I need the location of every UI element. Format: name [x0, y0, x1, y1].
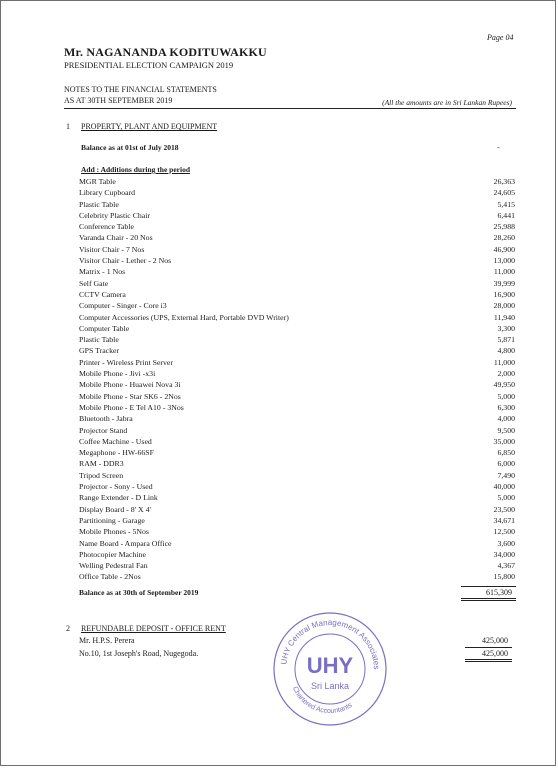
opening-balance-label: Balance as at 01st of July 2018	[81, 143, 179, 152]
subtotal-rule	[461, 586, 516, 587]
deposit-total: 425,000	[482, 649, 508, 658]
asset-row	[79, 176, 515, 187]
asset-value: 28,000	[493, 301, 515, 311]
asset-row	[79, 368, 515, 379]
asset-row	[79, 323, 515, 334]
asset-label: Matrix - 1 Nos	[79, 267, 126, 277]
asset-value: 46,900	[493, 244, 515, 254]
additions-list	[79, 176, 515, 583]
svg-text:UHY: UHY	[306, 653, 354, 678]
asset-row	[79, 492, 515, 503]
asset-row	[79, 402, 515, 413]
asset-value: 4,800	[497, 346, 515, 356]
asset-label: Projector - Sony - Used	[79, 482, 153, 492]
asset-row	[79, 504, 515, 515]
asset-label: Mobile Phone - Jivi -x3i	[79, 369, 156, 379]
asset-label: Visitor Chair - Lether - 2 Nos	[79, 256, 172, 266]
auditor-stamp	[270, 609, 390, 729]
asset-value: 4,000	[497, 414, 515, 424]
svg-text:Sri Lanka: Sri Lanka	[310, 681, 350, 691]
asset-label: Celebrity Plastic Chair	[79, 210, 151, 220]
campaign-title: PRESIDENTIAL ELECTION CAMPAIGN 2019	[64, 60, 234, 70]
asset-row	[79, 210, 515, 221]
asset-label: Visitor Chair - 7 Nos	[79, 244, 145, 254]
asset-value: 23,500	[493, 504, 515, 514]
asset-label: Mobile Phones - 5Nos	[79, 527, 149, 537]
asset-value: 7,490	[497, 470, 515, 480]
asset-value: 34,000	[493, 549, 515, 559]
asset-row	[79, 221, 515, 232]
additions-heading: Add : Additions during the period	[81, 165, 190, 174]
asset-row	[79, 470, 515, 481]
asset-value: 39,999	[493, 278, 515, 288]
asset-value: 5,415	[497, 199, 515, 209]
asset-value: 16,900	[493, 289, 515, 299]
asset-row	[79, 538, 515, 549]
asset-value: 12,500	[493, 527, 515, 537]
asset-label: CCTV Camera	[79, 289, 126, 299]
asset-row	[79, 447, 515, 458]
asset-label: Partitioning - Garage	[79, 515, 145, 525]
asset-value: 9,500	[497, 425, 515, 435]
asset-label: Mobile Phone - E Tel A10 - 3Nos	[79, 402, 184, 412]
asset-value: 6,441	[497, 210, 515, 220]
asset-row	[79, 187, 515, 198]
asset-label: Bluetooth - Jabra	[79, 414, 133, 424]
asset-value: 25,988	[493, 222, 515, 232]
asset-label: MGR Table	[79, 177, 116, 186]
asset-row	[79, 357, 515, 368]
svg-text:Chartered Accountants: Chartered Accountants	[290, 685, 354, 716]
asset-value: 15,800	[493, 572, 515, 582]
asset-label: Plastic Table	[79, 335, 119, 345]
opening-balance-value: -	[497, 143, 500, 152]
asset-row	[79, 255, 515, 266]
deposit-rule	[465, 647, 512, 648]
asset-label: Coffee Machine - Used	[79, 436, 152, 446]
asset-value: 26,363	[493, 177, 515, 186]
closing-balance-value: 615,309	[486, 588, 512, 597]
deposit-landlord: Mr. H.P.S. Perera	[79, 636, 135, 645]
asset-value: 5,000	[497, 493, 515, 503]
candidate-name: Mr. NAGANANDA KODITUWAKKU	[64, 45, 267, 59]
asset-value: 40,000	[493, 482, 515, 492]
asset-row	[79, 458, 515, 469]
asset-label: Name Board - Ampara Office	[79, 538, 172, 548]
asset-value: 49,950	[493, 380, 515, 390]
currency-note: (All the amounts are in Sri Lankan Rupees)	[382, 98, 512, 107]
asset-row	[79, 436, 515, 447]
asset-label: Varanda Chair - 20 Nos	[79, 233, 153, 243]
asset-value: 2,000	[497, 369, 515, 379]
asset-label: Self Gate	[79, 278, 109, 288]
asset-label: Welling Pedestral Fan	[79, 561, 148, 571]
asset-row	[79, 560, 515, 571]
asset-label: Mobile Phone - Huawei Nova 3i	[79, 380, 181, 390]
asset-value: 13,000	[493, 256, 515, 266]
deposit-double-rule-bottom	[465, 661, 512, 662]
asset-row	[79, 526, 515, 537]
asset-value: 11,000	[493, 267, 515, 277]
asset-value: 5,871	[497, 335, 515, 345]
section-1-title: PROPERTY, PLANT AND EQUIPMENT	[81, 122, 218, 131]
asset-row	[79, 345, 515, 356]
asset-row	[79, 232, 515, 243]
asset-label: GPS Tracker	[79, 346, 120, 356]
asset-label: Printer - Wireless Print Server	[79, 357, 173, 367]
asset-value: 6,850	[497, 448, 515, 458]
asset-label: Projector Stand	[79, 425, 128, 435]
asset-label: Display Board - 8' X 4'	[79, 504, 151, 514]
asset-label: Computer - Singer - Core i3	[79, 301, 167, 311]
asset-value: 34,671	[493, 515, 515, 525]
asset-label: Computer Accessories (UPS, External Hard, Portable DVD Writer)	[79, 312, 289, 322]
asset-row	[79, 515, 515, 526]
asset-value: 6,300	[497, 402, 515, 412]
section-1-number: 1	[66, 122, 70, 131]
asset-label: Photocopier Machine	[79, 549, 146, 559]
as-at-date: AS AT 30TH SEPTEMBER 2019	[64, 96, 173, 105]
total-double-rule-bottom	[461, 600, 516, 601]
header-divider	[64, 108, 516, 109]
asset-label: Computer Table	[79, 323, 130, 333]
asset-row	[79, 481, 515, 492]
asset-row	[79, 278, 515, 289]
asset-label: Tripod Screen	[79, 470, 124, 480]
asset-value: 6,000	[497, 459, 515, 469]
total-double-rule-top	[461, 598, 516, 599]
asset-label: Mobile Phone - Star SK6 - 2Nos	[79, 391, 181, 401]
svg-text:UHY Central Management Associa: UHY Central Management Associates	[279, 617, 382, 670]
asset-label: Conference Table	[79, 222, 134, 232]
asset-value: 24,605	[493, 188, 515, 198]
asset-value: 28,260	[493, 233, 515, 243]
asset-label: RAM - DDR3	[79, 459, 124, 469]
asset-label: Office Table - 2Nos	[79, 572, 141, 582]
page-number: Page 04	[487, 33, 514, 42]
asset-row	[79, 425, 515, 436]
asset-row	[79, 289, 515, 300]
asset-value: 5,000	[497, 391, 515, 401]
closing-balance-label: Balance as at 30th of September 2019	[79, 588, 199, 597]
asset-row	[79, 300, 515, 311]
deposit-value: 425,000	[482, 636, 508, 645]
asset-row	[79, 199, 515, 210]
asset-value: 3,600	[497, 538, 515, 548]
asset-value: 4,367	[497, 561, 515, 571]
asset-value: 3,300	[497, 323, 515, 333]
asset-label: Library Cupboard	[79, 188, 136, 198]
notes-title: NOTES TO THE FINANCIAL STATEMENTS	[64, 85, 217, 94]
asset-value: 11,000	[493, 357, 515, 367]
section-2-number: 2	[66, 624, 70, 633]
asset-row	[79, 266, 515, 277]
asset-row	[79, 334, 515, 345]
asset-row	[79, 379, 515, 390]
asset-row	[79, 413, 515, 424]
asset-value: 11,940	[493, 312, 515, 322]
deposit-double-rule-top	[465, 659, 512, 660]
deposit-address: No.10, 1st Joseph's Road, Nugegoda.	[79, 649, 199, 658]
asset-row	[79, 571, 515, 582]
asset-label: Megaphone - HW-66SF	[79, 448, 154, 458]
asset-label: Plastic Table	[79, 199, 119, 209]
asset-label: Range Extender - D Link	[79, 493, 158, 503]
asset-row	[79, 549, 515, 560]
asset-row	[79, 312, 515, 323]
asset-row	[79, 391, 515, 402]
section-2-title: REFUNDABLE DEPOSIT - OFFICE RENT	[81, 624, 226, 633]
asset-row	[79, 244, 515, 255]
asset-value: 35,000	[493, 436, 515, 446]
